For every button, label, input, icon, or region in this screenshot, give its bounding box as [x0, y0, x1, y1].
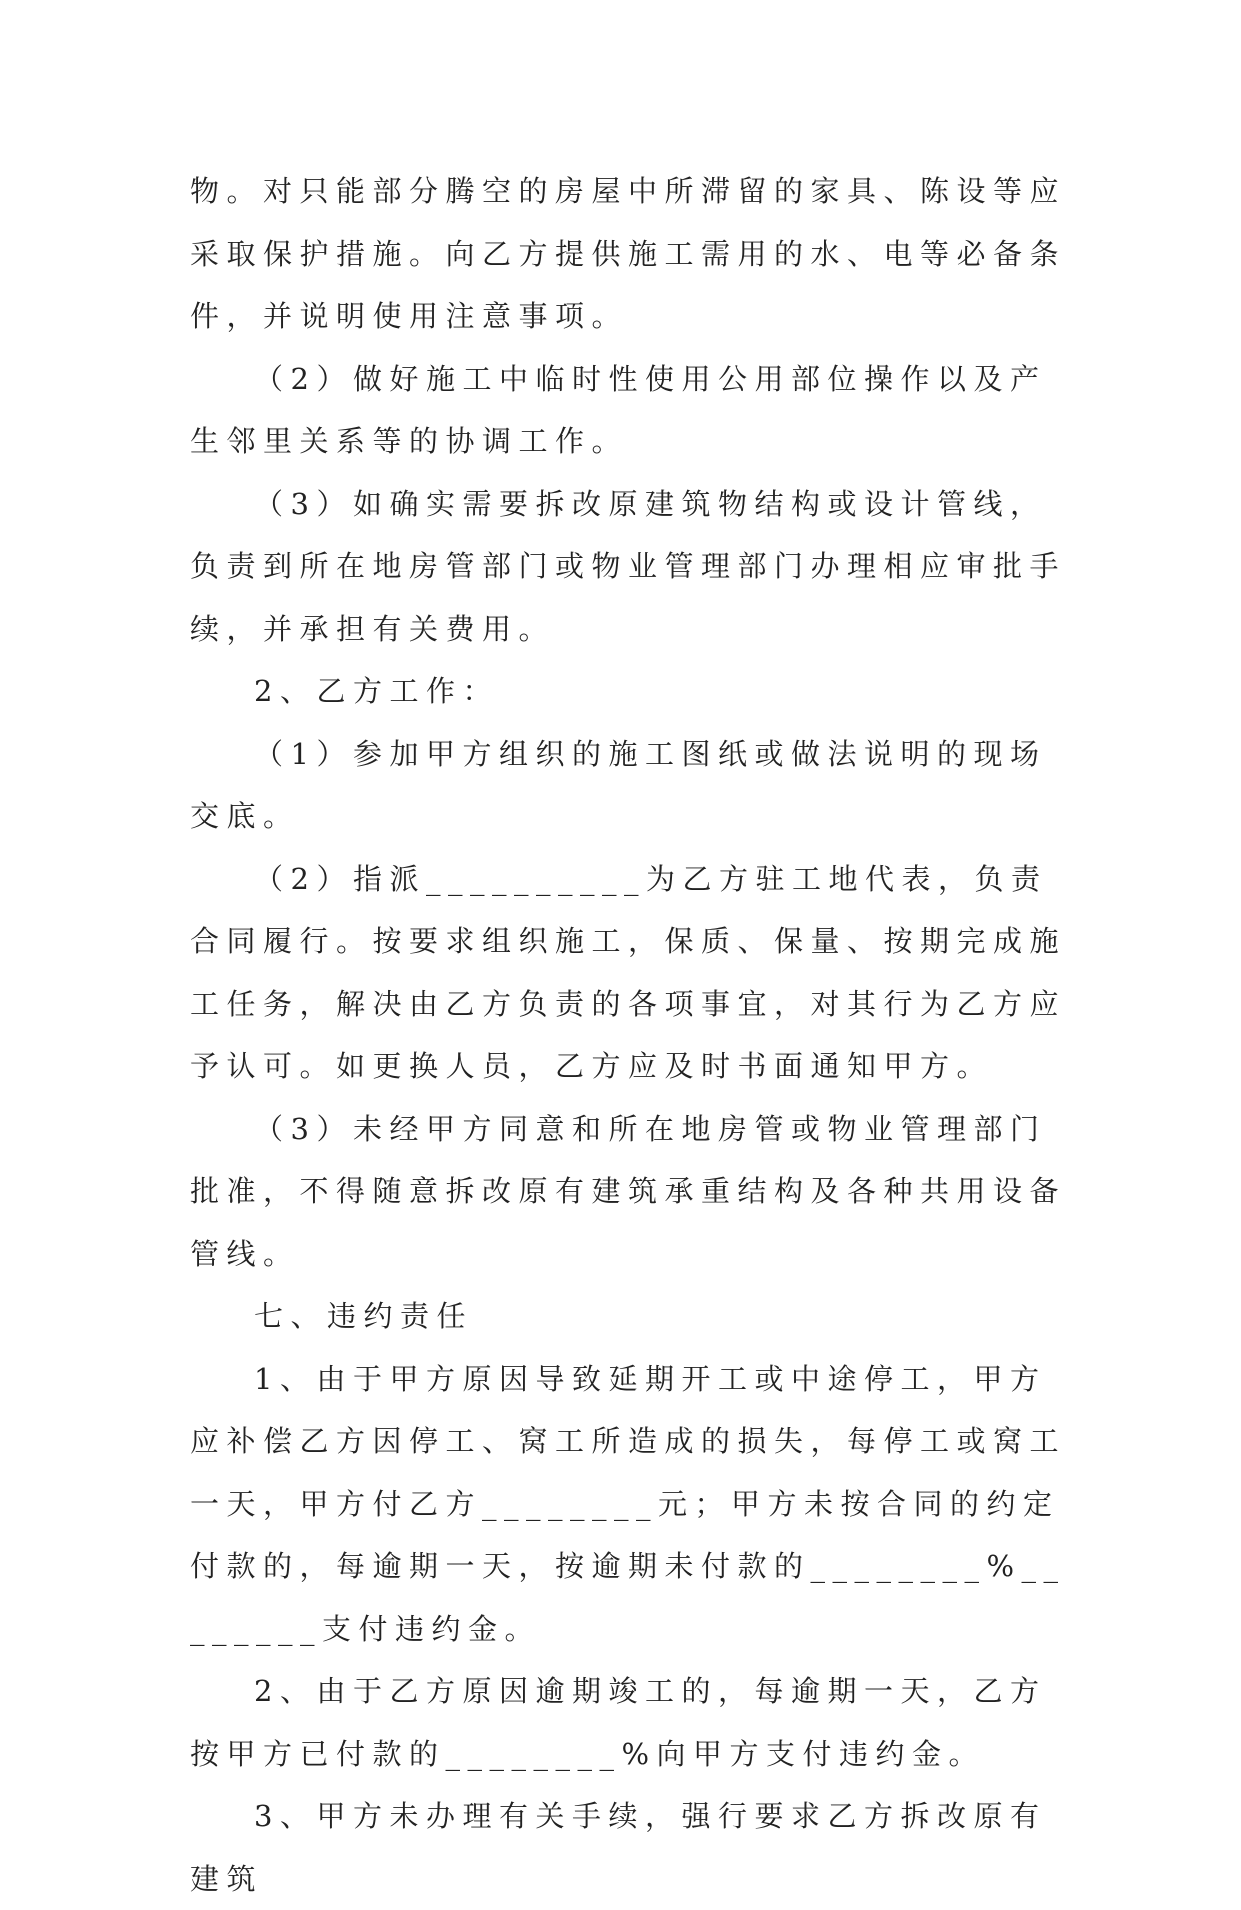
paragraph-unauthorized-alteration: 3、甲方未办理有关手续，强行要求乙方拆改原有建筑 — [190, 1799, 1047, 1896]
paragraph-coordination-work: （2）做好施工中临时性使用公用部位操作以及产生邻里关系等的协调工作。 — [190, 361, 1047, 458]
paragraph-structure-restriction: （3）未经甲方同意和所在地房管或物业管理部门批准，不得随意拆改原有建筑承重结构及各种共用设备管线。 — [190, 1111, 1067, 1271]
paragraph-protection-measures: 物。对只能部分腾空的房屋中所滞留的家具、陈设等应采取保护措施。向乙方提供施工需用的水、电等必备条件，并说明使用注意事项。 — [190, 174, 1067, 333]
document-body — [190, 160, 1070, 1910]
paragraph-site-representative: （2）指派__________为乙方驻工地代表，负责合同履行。按要求组织施工，保质、保量、按期完成施工任务，解决由乙方负责的各项事宜，对其行为乙方应予认可。如更换人员，乙方应及时书面通知甲方。 — [190, 861, 1067, 1083]
paragraph-party-a-delay: 1、由于甲方原因导致延期开工或中途停工，甲方应补偿乙方因停工、窝工所造成的损失，每停工或窝工一天，甲方付乙方________元；甲方未按合同的约定付款的，每逾期一天，按逾期未付款的________%________支付违约金。 — [190, 1361, 1067, 1646]
paragraph-party-b-work-heading: 2、乙方工作： — [254, 674, 499, 708]
paragraph-party-b-delay: 2、由于乙方原因逾期竣工的，每逾期一天，乙方按甲方已付款的________%向甲方支付违约金。 — [190, 1674, 1047, 1771]
paragraph-site-briefing: （1）参加甲方组织的施工图纸或做法说明的现场交底。 — [190, 736, 1047, 833]
section-heading-breach-liability: 七、违约责任 — [254, 1299, 474, 1333]
paragraph-approval-procedures: （3）如确实需要拆改原建筑物结构或设计管线，负责到所在地房管部门或物业管理部门办理相应审批手续，并承担有关费用。 — [190, 486, 1067, 646]
